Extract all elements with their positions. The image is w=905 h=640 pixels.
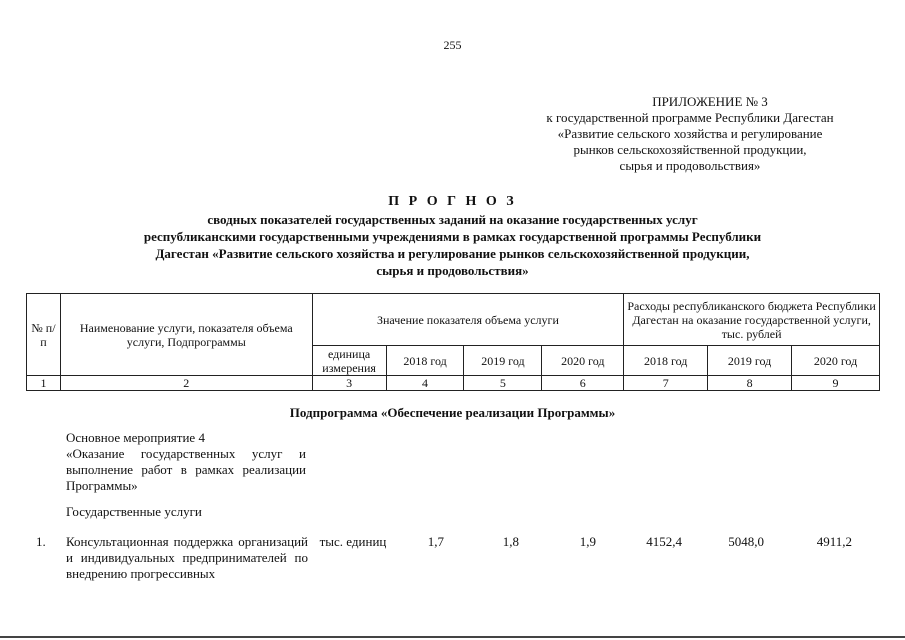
column-numbers-row: [27, 376, 880, 391]
column-number: 9: [792, 376, 880, 391]
volume-group-header: Значение показателя объема услуги: [312, 294, 624, 346]
main-measure: [66, 430, 306, 494]
volume-2018-value: 1,7: [427, 534, 444, 549]
subprogram-heading: Подпрограмма «Обеспечение реализации Программы»: [289, 405, 616, 420]
year-2020-budget-header: 2020 год: [792, 346, 880, 376]
col-name-header: Наименование услуги, показателя объема услуги, Подпрограммы: [60, 294, 312, 376]
column-number: 1: [27, 376, 61, 391]
volume-2019-value: 1,8: [502, 534, 519, 549]
budget-group-header: Расходы республиканского бюджета Республики Дагестан на оказание государственной услуги, тыс. рублей: [624, 294, 880, 346]
title-line: Дагестан «Развитие сельского хозяйства и регулирование рынков сельскохозяйственной продукции,: [155, 246, 750, 261]
volume-2020-value: 1,9: [579, 534, 596, 549]
measure-description: «Оказание государственных услуг и выполнение работ в рамках реализации Программы»: [66, 446, 306, 493]
services-label: Государственные услуги: [66, 504, 202, 519]
year-2018-budget-header: 2018 год: [624, 346, 708, 376]
unit-header: единица измерения: [312, 346, 386, 376]
forecast-table-header: [26, 293, 880, 391]
column-number: 2: [60, 376, 312, 391]
service-name: Консультационная поддержка организаций и индивидуальных предпринимателей по внедрению прогрессивных: [66, 534, 308, 581]
appendix-line: к государственной программе Республики Дагестан: [546, 110, 834, 125]
unit-value: тыс. единиц: [319, 534, 387, 549]
year-2018-volume-header: 2018 год: [386, 346, 464, 376]
appendix-line: сырья и продовольствия»: [619, 158, 761, 173]
appendix-header: [490, 94, 890, 174]
column-number: 4: [386, 376, 464, 391]
year-2019-budget-header: 2019 год: [708, 346, 792, 376]
year-2020-volume-header: 2020 год: [542, 346, 624, 376]
budget-2018-value: 4152,4: [646, 534, 682, 549]
appendix-title: ПРИЛОЖЕНИЕ № 3: [652, 94, 768, 109]
col-number-header: № п/п: [27, 294, 61, 376]
document-title: [80, 193, 825, 279]
appendix-line: «Развитие сельского хозяйства и регулирование: [557, 126, 823, 141]
column-number: 6: [542, 376, 624, 391]
title-line: сводных показателей государственных заданий на оказание государственных услуг: [207, 212, 698, 227]
column-number: 8: [708, 376, 792, 391]
title-word: П Р О Г Н О З: [388, 194, 517, 209]
bottom-divider: [0, 636, 905, 638]
appendix-line: рынков сельскохозяйственной продукции,: [573, 142, 807, 157]
row-number: 1.: [36, 534, 46, 549]
title-line: республиканскими государственными учреждениями в рамках государственной программы Республики: [143, 229, 762, 244]
budget-2020-value: 4911,2: [816, 534, 852, 549]
measure-title: Основное мероприятие 4: [66, 430, 205, 445]
column-number: 7: [624, 376, 708, 391]
column-number: 3: [312, 376, 386, 391]
year-2019-volume-header: 2019 год: [464, 346, 542, 376]
budget-2019-value: 5048,0: [728, 534, 764, 549]
page-number: 255: [443, 38, 462, 52]
column-number: 5: [464, 376, 542, 391]
title-line: сырья и продовольствия»: [376, 263, 529, 278]
